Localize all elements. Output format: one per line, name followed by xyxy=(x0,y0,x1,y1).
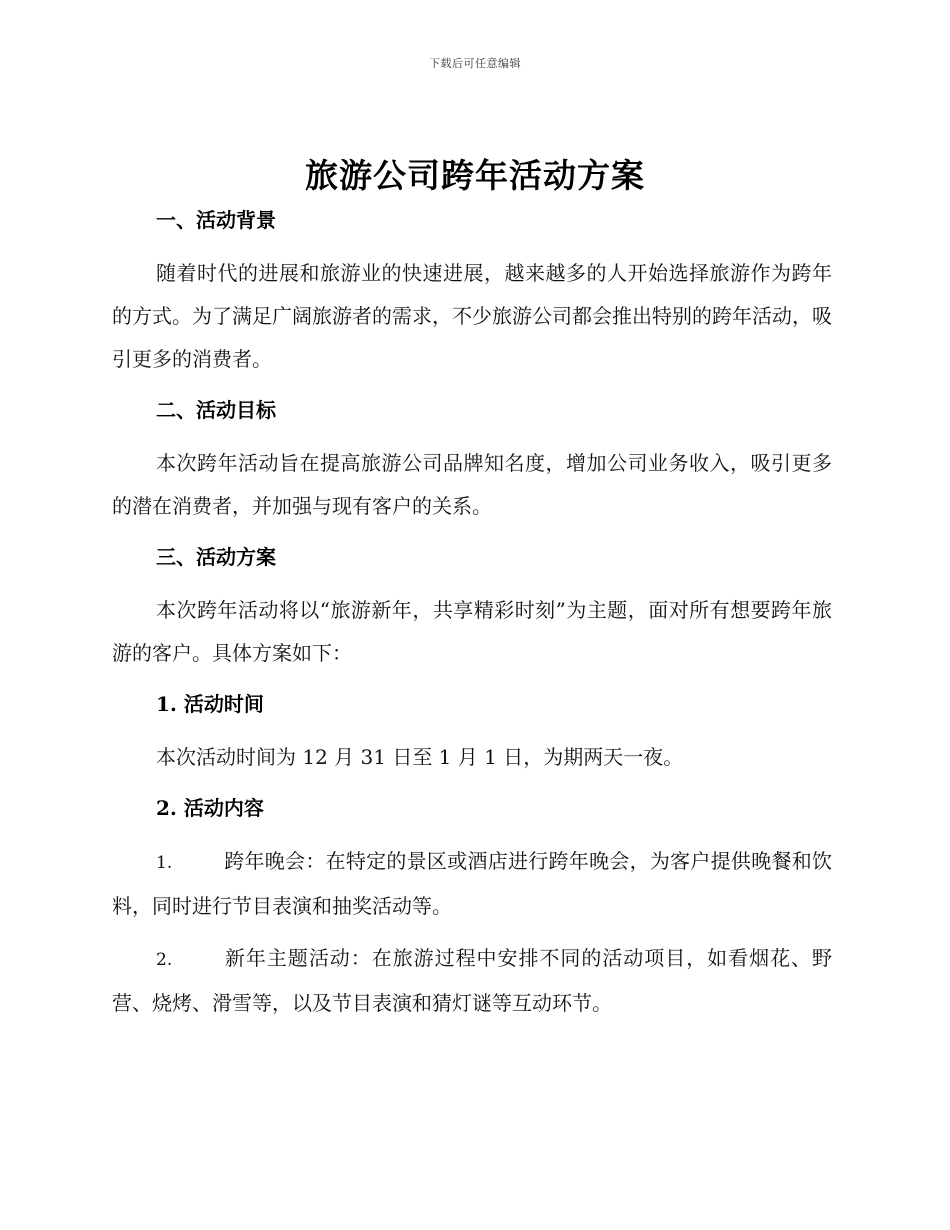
document-body xyxy=(112,200,832,1025)
subheading-content: 2. 活动内容 xyxy=(156,796,264,820)
section-heading-background: 一、活动背景 xyxy=(156,208,276,232)
list-item xyxy=(112,840,832,928)
header-note: 下载后可任意编辑 xyxy=(429,57,521,70)
section-text-background: 随着时代的进展和旅游业的快速进展，越来越多的人开始选择旅游作为跨年的方式。为了满足广阔旅游者的需求，不少旅游公司都会推出特别的跨年活动，吸引更多的消费者。 xyxy=(112,261,832,371)
list-item-number: 2. xyxy=(156,950,173,970)
list-item-text: 跨年晚会：在特定的景区或酒店进行跨年晚会，为客户提供晚餐和饮料，同时进行节目表演和抽奖活动等。 xyxy=(112,849,832,918)
subheading-time: 1. 活动时间 xyxy=(156,692,264,716)
list-item xyxy=(112,937,832,1025)
section-heading-plan: 三、活动方案 xyxy=(156,545,276,569)
document-title: 旅游公司跨年活动方案 xyxy=(305,156,645,195)
section-text-goal: 本次跨年活动旨在提高旅游公司品牌知名度，增加公司业务收入，吸引更多的潜在消费者，并加强与现有客户的关系。 xyxy=(112,451,832,518)
section-heading-goal: 二、活动目标 xyxy=(156,398,276,422)
list-item-text: 新年主题活动：在旅游过程中安排不同的活动项目，如看烟花、野营、烧烤、滑雪等，以及节目表演和猜灯谜等互动环节。 xyxy=(112,946,832,1015)
list-item-number: 1. xyxy=(156,853,173,873)
section-text-plan: 本次跨年活动将以“旅游新年，共享精彩时刻”为主题，面对所有想要跨年旅游的客户。具体方案如下： xyxy=(112,598,832,665)
subsection-text-time: 本次活动时间为 12 月 31 日至 1 月 1 日，为期两天一夜。 xyxy=(156,745,684,769)
